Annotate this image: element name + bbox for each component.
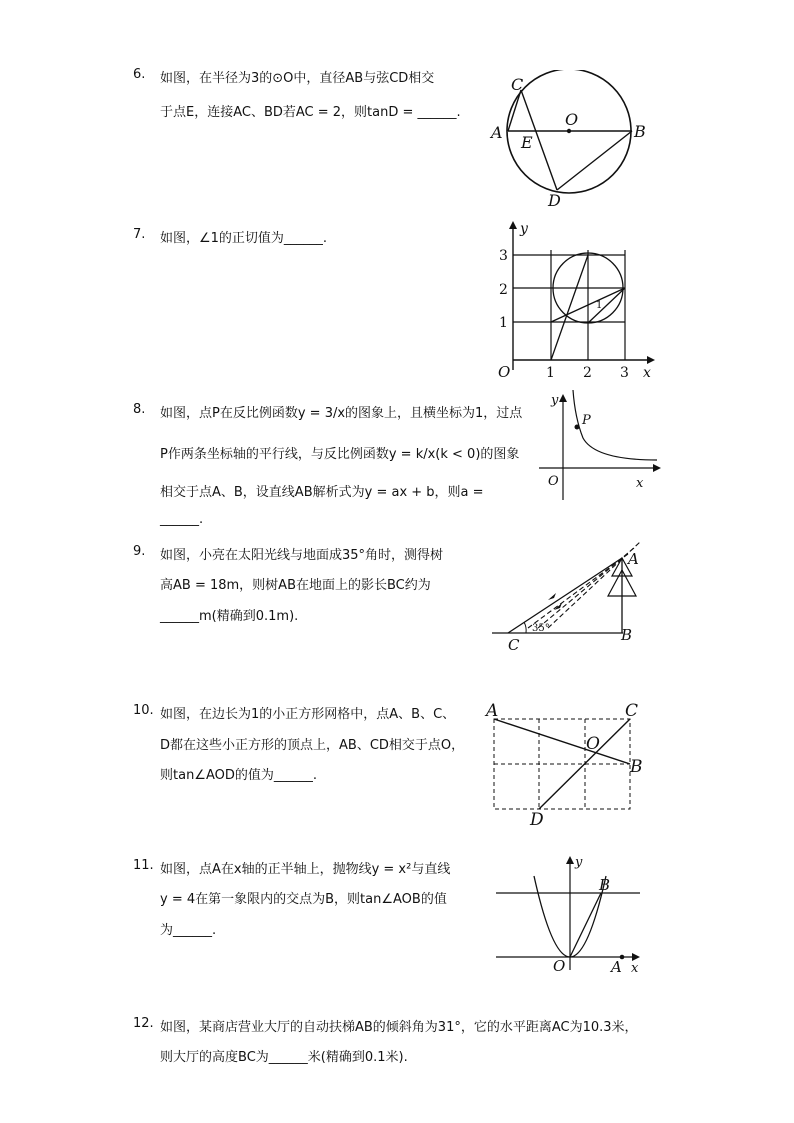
- angle-label-35: 35°: [532, 623, 550, 634]
- axis-label-y: y: [520, 221, 528, 237]
- label-b: B: [599, 876, 611, 894]
- label-o: O: [586, 734, 600, 754]
- label-a: A: [628, 550, 639, 568]
- label-b: B: [630, 757, 643, 777]
- label-c: C: [511, 75, 524, 94]
- label-o: O: [565, 110, 579, 129]
- label-a: A: [491, 123, 503, 142]
- question-text-line: 于点E，连接AC、BD若AC = 2，则tanD = ______.: [160, 105, 461, 120]
- angle-label-1: 1: [596, 300, 603, 311]
- question-text-line: 则tan∠AOD的值为______.: [160, 768, 317, 783]
- question-text-line: 如图，某商店营业大厅的自动扶梯AB的倾斜角为31°，它的水平距离AC为10.3米，: [160, 1020, 638, 1035]
- grid-circle-figure: [485, 215, 660, 385]
- parabola-figure: [492, 850, 652, 978]
- label-a: A: [611, 958, 622, 976]
- tick-label-y-1: 1: [499, 315, 508, 331]
- question-text-line: D都在这些小正方形的顶点上，AB、CD相交于点O，: [160, 738, 465, 753]
- label-p: P: [582, 413, 591, 428]
- question-number: 6.: [133, 67, 146, 82]
- label-e: E: [521, 133, 533, 152]
- label-d: D: [548, 191, 561, 210]
- question-text-line: ______.: [160, 512, 204, 527]
- question-number: 11.: [133, 858, 154, 873]
- question-text-line: 如图，点A在x轴的正半轴上，抛物线y = x²与直线: [160, 862, 451, 877]
- question-number: 10.: [133, 703, 154, 718]
- question-text-line: 如图，小亮在太阳光线与地面成35°角时，测得树: [160, 548, 444, 563]
- tick-label-x-3: 3: [620, 365, 629, 381]
- question-text-line: P作两条坐标轴的平行线，与反比例函数y = k/x(k < 0)的图象: [160, 447, 520, 462]
- label-b: B: [634, 122, 646, 141]
- label-a: A: [486, 701, 499, 721]
- question-text-line: y = 4在第一象限内的交点为B，则tan∠AOB的值: [160, 892, 447, 907]
- question-number: 7.: [133, 227, 146, 242]
- question-text-line: 高AB = 18m，则树AB在地面上的影长BC约为: [160, 578, 431, 593]
- tree-shadow-figure: [488, 538, 648, 656]
- tick-label-x-2: 2: [583, 365, 592, 381]
- origin-label: O: [498, 363, 511, 381]
- question-text-line: 如图，在边长为1的小正方形网格中，点A、B、C、: [160, 707, 456, 722]
- question-text-line: 则大厅的高度BC为______米(精确到0.1米).: [160, 1050, 408, 1065]
- question-number: 12.: [133, 1016, 154, 1031]
- question-text-line: 为______.: [160, 923, 217, 938]
- question-text-line: 如图，∠1的正切值为______.: [160, 231, 328, 246]
- label-d: D: [530, 810, 544, 825]
- question-text-line: 如图，在半径为3的⊙O中，直径AB与弦CD相交: [160, 71, 435, 86]
- tick-label-y-2: 2: [499, 282, 508, 298]
- hyperbola-figure: [535, 388, 665, 503]
- circle-figure: [485, 70, 650, 210]
- axis-label-y: y: [575, 855, 583, 870]
- question-text-line: 相交于点A、B，设直线AB解析式为y = ax + b，则a =: [160, 485, 484, 500]
- label-c: C: [625, 701, 639, 721]
- question-text-line: ______m(精确到0.1m).: [160, 609, 299, 624]
- axis-label-x: x: [643, 365, 651, 381]
- axis-label-x: x: [636, 476, 644, 491]
- tick-label-x-1: 1: [546, 365, 555, 381]
- origin-label: O: [553, 957, 566, 975]
- origin-label: O: [548, 474, 559, 489]
- question-number: 9.: [133, 544, 146, 559]
- question-text-line: 如图，点P在反比例函数y = 3/x的图象上，且横坐标为1，过点: [160, 406, 523, 421]
- question-number: 8.: [133, 402, 146, 417]
- grid-lines-figure: [482, 697, 657, 825]
- tick-label-y-3: 3: [499, 248, 508, 264]
- label-c: C: [508, 636, 520, 654]
- axis-label-y: y: [551, 393, 559, 408]
- axis-label-x: x: [631, 961, 639, 976]
- label-b: B: [621, 626, 633, 644]
